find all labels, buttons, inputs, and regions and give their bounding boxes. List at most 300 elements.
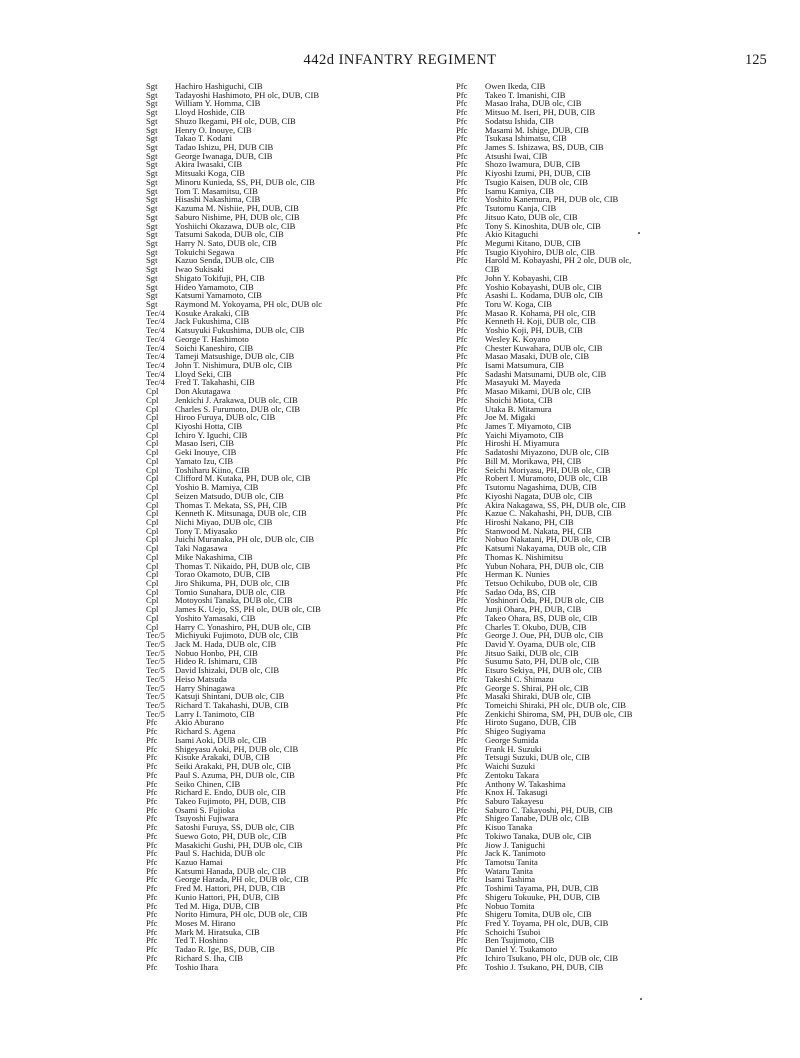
soldier-name-awards: George Sumida bbox=[485, 734, 539, 745]
soldier-name-awards: Jack Fukushima, CIB bbox=[175, 316, 250, 327]
rank-label: Pfc bbox=[456, 795, 468, 806]
soldier-name-awards: Hachiro Hashiguchi, CIB bbox=[175, 81, 263, 91]
soldier-name-awards: Yamato Izu, CIB bbox=[175, 455, 234, 466]
soldier-name-awards: John Y. Kobayashi, CIB bbox=[485, 272, 568, 283]
soldier-name-awards: Tony T. Miyasako bbox=[175, 525, 238, 536]
soldier-name-awards: Nichi Miyao, DUB olc, CIB bbox=[175, 516, 273, 527]
rank-label: Pfc bbox=[456, 368, 468, 379]
rank-label: Pfc bbox=[456, 499, 468, 510]
soldier-name-awards: Knox H. Takasugi bbox=[485, 787, 548, 798]
rank-label: Pfc bbox=[456, 473, 468, 484]
rank-label: Pfc bbox=[146, 717, 158, 728]
rank-label: Pfc bbox=[456, 621, 468, 632]
soldier-name-awards: Fred Y. Toyama, PH olc, DUB, CIB bbox=[485, 918, 609, 928]
rank-label: Cpl bbox=[146, 569, 159, 580]
rank-label: Cpl bbox=[146, 438, 159, 449]
rank-label: Pfc bbox=[456, 935, 468, 946]
rank-label: Pfc bbox=[456, 839, 468, 850]
rank-label: Pfc bbox=[456, 272, 468, 283]
rank-label: Pfc bbox=[456, 377, 468, 388]
rank-label: Pfc bbox=[146, 830, 158, 841]
rank-label: Pfc bbox=[456, 229, 468, 240]
rank-label: Pfc bbox=[456, 918, 468, 928]
rank-label: Sgt bbox=[146, 298, 158, 309]
soldier-name-awards: Tokiwo Tanaka, DUB olc, CIB bbox=[485, 830, 592, 841]
soldier-name-awards: Juichi Muranaka, PH olc, DUB olc, CIB bbox=[175, 534, 315, 545]
soldier-name-awards: Michiyuki Fujimoto, DUB olc, CIB bbox=[175, 630, 299, 641]
rank-label: Pfc bbox=[456, 630, 468, 641]
soldier-name-awards: Seichi Moriyasu, PH, DUB olc, CIB bbox=[485, 464, 611, 475]
rank-label: Cpl bbox=[146, 447, 159, 458]
soldier-name-awards: Sadatoshi Miyazono, DUB olc, CIB bbox=[485, 447, 610, 458]
soldier-name-awards: Shigeru Tomita, DUB olc, CIB bbox=[485, 909, 592, 920]
rank-label: Pfc bbox=[456, 394, 468, 405]
soldier-name-awards: Fred T. Takahashi, CIB bbox=[175, 377, 255, 388]
soldier-name-awards: Mitsuo M. Iseri, PH, DUB, CIB bbox=[485, 107, 596, 118]
rank-label: Pfc bbox=[456, 700, 468, 711]
soldier-name-awards: William Y. Homma, CIB bbox=[175, 98, 261, 109]
soldier-name-awards: Hiroshi Nakano, PH, CIB bbox=[485, 516, 574, 527]
soldier-name-awards: Toshio Ihara bbox=[175, 961, 219, 972]
soldier-name-awards: Mike Nakashima, CIB bbox=[175, 551, 253, 562]
soldier-name-awards: Torao Okamoto, DUB, CIB bbox=[175, 569, 271, 580]
soldier-name-awards: Zenkichi Shiroma, SM, PH, DUB olc, CIB bbox=[485, 708, 633, 719]
soldier-name-awards: Asashi L. Kodama, DUB olc, CIB bbox=[485, 290, 603, 301]
rank-label: Pfc bbox=[456, 124, 468, 135]
soldier-name-awards: Yoshito Yamasaki, CIB bbox=[175, 612, 256, 623]
rank-label: Pfc bbox=[456, 639, 468, 649]
soldier-name-awards: Yoshio Koji, PH, DUB, CIB bbox=[485, 325, 583, 336]
soldier-name-awards: Lloyd Seki, CIB bbox=[175, 368, 232, 379]
rank-label: Pfc bbox=[456, 176, 468, 187]
soldier-name-awards: Tsukasa Ishimatsu, CIB bbox=[485, 133, 567, 144]
soldier-name-awards: Saburo C. Takayoshi, PH, DUB, CIB bbox=[485, 804, 613, 815]
soldier-name-awards: Takeo Ohara, BS, DUB olc, CIB bbox=[485, 612, 598, 623]
rank-label: Pfc bbox=[456, 98, 468, 109]
soldier-name-awards: Yoshito Kanemura, PH, DUB olc, CIB bbox=[485, 194, 619, 205]
soldier-name-awards: Katsumi Nakayama, DUB olc, CIB bbox=[485, 543, 607, 554]
soldier-name-awards: Frank H. Suzuki bbox=[485, 743, 542, 754]
soldier-name-awards: Shigeyasu Aoki, PH, DUB olc, CIB bbox=[175, 743, 299, 754]
rank-label: Pfc bbox=[456, 560, 468, 571]
rank-label: Pfc bbox=[456, 246, 468, 257]
soldier-name-awards: Jitsuo Kato, DUB olc, CIB bbox=[485, 211, 578, 222]
rank-label: Pfc bbox=[146, 865, 158, 876]
soldier-name-awards: Thomas K. Nishimitsu bbox=[485, 551, 564, 562]
soldier-name-awards: Taki Nagasawa bbox=[175, 543, 228, 554]
rank-label: Sgt bbox=[146, 115, 158, 126]
rank-label: Sgt bbox=[146, 107, 158, 118]
rank-label: Cpl bbox=[146, 621, 159, 632]
soldier-name-awards: Richard S. Agena bbox=[175, 726, 236, 737]
soldier-name-awards: Heiso Matsuda bbox=[175, 673, 227, 684]
rank-label: Tec/4 bbox=[146, 316, 165, 327]
rank-label: Pfc bbox=[146, 961, 158, 972]
soldier-name-awards: Suewo Goto, PH, DUB olc, CIB bbox=[175, 830, 287, 841]
page-number: 125 bbox=[745, 52, 767, 68]
rank-label: Cpl bbox=[146, 464, 159, 475]
rank-label: Pfc bbox=[456, 665, 468, 676]
soldier-name-awards: Tetsuo Ochikubo, DUB olc, CIB bbox=[485, 577, 598, 588]
soldier-name-awards: Lloyd Hoshide, CIB bbox=[175, 107, 245, 118]
soldier-name-awards: Masao Iseri, CIB bbox=[175, 438, 234, 449]
soldier-name-awards: Shoichi Miota, CIB bbox=[485, 394, 553, 405]
soldier-name-awards: Tatsumi Sakoda, DUB olc, CIB bbox=[175, 229, 284, 240]
rank-label: Tec/5 bbox=[146, 682, 165, 693]
soldier-name-awards: Shigeo Tanabe, DUB olc, CIB bbox=[485, 813, 590, 824]
soldier-name-awards: Takeo T. Imanishi, CIB bbox=[485, 89, 566, 100]
rank-label: Pfc bbox=[146, 752, 158, 763]
rank-label: Tec/4 bbox=[146, 351, 165, 362]
soldier-name-awards: Ted T. Hoshino bbox=[175, 935, 228, 946]
rank-label: Pfc bbox=[456, 543, 468, 554]
rank-label: Sgt bbox=[146, 133, 158, 144]
rank-label: Sgt bbox=[146, 194, 158, 205]
soldier-name-awards: Saburo Nishime, PH, DUB olc, CIB bbox=[175, 211, 300, 222]
rank-label: Pfc bbox=[456, 298, 468, 309]
soldier-name-awards: Waichi Suzuki bbox=[485, 761, 536, 772]
rank-label: Pfc bbox=[146, 795, 158, 806]
soldier-name-awards: Stanwood M. Nakata, PH, CIB bbox=[485, 525, 592, 536]
soldier-name-awards: Kiyoshi Hotta, CIB bbox=[175, 421, 243, 432]
rank-label: Cpl bbox=[146, 595, 159, 606]
rank-label: Pfc bbox=[456, 865, 468, 876]
rank-label: Pfc bbox=[456, 159, 468, 170]
soldier-name-awards: Fred M. Hattori, PH, DUB, CIB bbox=[175, 883, 286, 894]
soldier-name-awards: Tony S. Kinoshita, DUB olc, CIB bbox=[485, 220, 601, 231]
rank-label: Sgt bbox=[146, 176, 158, 187]
rank-label: Pfc bbox=[456, 891, 468, 902]
rank-label: Pfc bbox=[456, 508, 468, 519]
rank-label: Pfc bbox=[146, 804, 158, 815]
soldier-name-awards: Katsuji Shintani, DUB olc, CIB bbox=[175, 691, 285, 702]
rank-label: Pfc bbox=[456, 464, 468, 475]
rank-label: Cpl bbox=[146, 403, 159, 414]
rank-label: Pfc bbox=[456, 220, 468, 231]
rank-label: Tec/4 bbox=[146, 360, 165, 370]
soldier-name-awards: Herman K. Nunies bbox=[485, 569, 550, 580]
rank-label: Cpl bbox=[146, 551, 159, 562]
roster-column-left bbox=[146, 82, 446, 971]
soldier-name-awards: Richard E. Endo, DUB olc, CIB bbox=[175, 787, 286, 798]
soldier-name-awards: Hideo R. Ishimaru, CIB bbox=[175, 656, 258, 667]
rank-label: Cpl bbox=[146, 394, 159, 405]
rank-label: Pfc bbox=[146, 918, 158, 928]
soldier-name-awards: Daniel Y. Tsukamoto bbox=[485, 944, 558, 955]
rank-label: Cpl bbox=[146, 543, 159, 554]
soldier-name-awards: Joe M. Migaki bbox=[485, 412, 536, 423]
soldier-name-awards: Jitsuo Saiki, DUB olc, CIB bbox=[485, 647, 579, 658]
soldier-name-awards: Charles S. Furumoto, DUB olc, CIB bbox=[175, 403, 301, 414]
soldier-name-awards: Shigeo Sugiyama bbox=[485, 726, 546, 737]
soldier-name-awards: Susumu Sato, PH, DUB olc, CIB bbox=[485, 656, 600, 667]
soldier-name-awards: Wataru Tanita bbox=[485, 865, 533, 876]
rank-label: Pfc bbox=[456, 168, 468, 179]
rank-label: Tec/4 bbox=[146, 377, 165, 388]
rank-label: Pfc bbox=[456, 909, 468, 920]
rank-label: Pfc bbox=[456, 856, 468, 867]
rank-label: Sgt bbox=[146, 290, 158, 301]
soldier-name-awards: Paul S. Hachida, DUB olc bbox=[175, 848, 266, 859]
rank-label: Sgt bbox=[146, 98, 158, 109]
rank-label: Pfc bbox=[456, 752, 468, 763]
rank-label: Pfc bbox=[456, 612, 468, 623]
rank-label: Tec/5 bbox=[146, 708, 165, 719]
soldier-name-awards: Hiroto Sugano, DUB, CIB bbox=[485, 717, 577, 728]
soldier-name-awards: Kisuke Arakaki, DUB, CIB bbox=[175, 752, 270, 763]
rank-label: Pfc bbox=[456, 717, 468, 728]
soldier-name-awards: Akio Kitaguchi bbox=[485, 229, 539, 240]
soldier-name-awards: George T. Hashimoto bbox=[175, 333, 249, 344]
soldier-name-awards: Tetsugi Suzuki, DUB olc, CIB bbox=[485, 752, 590, 763]
rank-label: Pfc bbox=[146, 743, 158, 754]
soldier-name-awards: Masami M. Ishige, DUB, CIB bbox=[485, 124, 589, 135]
soldier-name-awards: James K. Uejo, SS, PH olc, DUB olc, CIB bbox=[175, 604, 321, 615]
scan-speck bbox=[638, 232, 640, 234]
rank-label: Pfc bbox=[146, 787, 158, 798]
rank-label: Pfc bbox=[456, 874, 468, 885]
rank-label: Pfc bbox=[456, 342, 468, 353]
rank-label: Pfc bbox=[456, 804, 468, 815]
rank-label: Tec/4 bbox=[146, 325, 165, 336]
rank-label: Pfc bbox=[146, 822, 158, 833]
soldier-name-awards: Tsutomu Kanja, CIB bbox=[485, 203, 557, 214]
rank-label: Sgt bbox=[146, 89, 158, 100]
rank-label: Tec/5 bbox=[146, 630, 165, 641]
soldier-name-awards: Thomas T. Nikaido, PH, DUB olc, CIB bbox=[175, 560, 311, 571]
rank-label: Pfc bbox=[456, 569, 468, 580]
rank-label: Cpl bbox=[146, 508, 159, 519]
soldier-name-awards: Isami Tashima bbox=[485, 874, 536, 885]
scan-speck bbox=[640, 998, 642, 1000]
rank-label: Pfc bbox=[456, 438, 468, 449]
rank-label: Pfc bbox=[456, 185, 468, 196]
soldier-name-awards: Geki Inouye, CIB bbox=[175, 447, 237, 458]
soldier-name-awards: Masao R. Kohama, PH olc, CIB bbox=[485, 307, 596, 318]
rank-label: Pfc bbox=[456, 429, 468, 440]
soldier-name-awards: Kazuo Senda, DUB olc, CIB bbox=[175, 255, 275, 266]
soldier-name-awards: Saburo Takayesu bbox=[485, 795, 544, 806]
rank-label: Pfc bbox=[456, 211, 468, 222]
rank-label: Sgt bbox=[146, 211, 158, 222]
soldier-name-awards: Kunio Hattori, PH, DUB, CIB bbox=[175, 891, 280, 902]
rank-label: Pfc bbox=[456, 883, 468, 894]
soldier-name-awards: Hiroshi H. Miyamura bbox=[485, 438, 560, 449]
soldier-name-awards: George Harada, PH olc, DUB olc, CIB bbox=[175, 874, 309, 885]
soldier-name-awards: Kazuma M. Nishiie, PH, DUB, CIB bbox=[175, 203, 299, 214]
rank-label: Pfc bbox=[146, 952, 158, 963]
roster-column-right bbox=[456, 82, 756, 971]
rank-label: Pfc bbox=[146, 778, 158, 789]
rank-label: Cpl bbox=[146, 412, 159, 423]
soldier-name-awards: Utaka B. Mitamura bbox=[485, 403, 552, 414]
soldier-name-awards: Nobuo Nakatani, PH, DUB olc, CIB bbox=[485, 534, 611, 545]
rank-label: Pfc bbox=[456, 822, 468, 833]
soldier-name-awards: Seiko Chinen, CIB bbox=[175, 778, 241, 789]
rank-label: Tec/5 bbox=[146, 639, 165, 649]
soldier-name-awards: Zentoku Takara bbox=[485, 769, 539, 780]
soldier-name-awards: Ben Tsujimoto, CIB bbox=[485, 935, 555, 946]
soldier-name-awards: Tamotsu Tanita bbox=[485, 856, 538, 867]
rank-label: Pfc bbox=[456, 778, 468, 789]
rank-label: Pfc bbox=[456, 900, 468, 911]
soldier-name-awards: Kiyoshi Nagata, DUB olc, CIB bbox=[485, 490, 593, 501]
soldier-name-awards: Yoshio Kobayashi, DUB olc, CIB bbox=[485, 281, 602, 292]
rank-label: Pfc bbox=[456, 490, 468, 501]
rank-label: Pfc bbox=[456, 403, 468, 414]
roster-entry bbox=[456, 256, 756, 265]
rank-label: Pfc bbox=[456, 813, 468, 824]
soldier-name-awards: Ichiro Y. Iguchi, CIB bbox=[175, 429, 248, 440]
rank-label: Cpl bbox=[146, 612, 159, 623]
soldier-name-awards: Jack M. Hada, DUB olc, CIB bbox=[175, 639, 277, 649]
rank-label: Cpl bbox=[146, 499, 159, 510]
rank-label: Pfc bbox=[456, 673, 468, 684]
soldier-name-awards: Sadashi Matsunami, DUB olc, CIB bbox=[485, 368, 607, 379]
rank-label: Pfc bbox=[456, 142, 468, 153]
rank-label: Tec/5 bbox=[146, 700, 165, 711]
soldier-name-awards: Jiow J. Taniguchi bbox=[485, 839, 546, 850]
rank-label: Cpl bbox=[146, 429, 159, 440]
rank-label: Sgt bbox=[146, 124, 158, 135]
rank-label: Pfc bbox=[146, 883, 158, 894]
rank-label: Sgt bbox=[146, 185, 158, 196]
rank-label: Pfc bbox=[456, 237, 468, 248]
soldier-name-awards: Paul S. Azuma, PH, DUB olc, CIB bbox=[175, 769, 295, 780]
soldier-name-awards: Takao T. Kodani bbox=[175, 133, 233, 144]
rank-label: Tec/5 bbox=[146, 673, 165, 684]
soldier-name-awards: Kazuo Hamai bbox=[175, 856, 223, 867]
soldier-name-awards: Shozo Iwamura, DUB, CIB bbox=[485, 159, 581, 170]
rank-label: Pfc bbox=[456, 89, 468, 100]
soldier-name-awards: Yoshinori Oda, PH, DUB olc, CIB bbox=[485, 595, 604, 606]
rank-label: Pfc bbox=[456, 961, 468, 972]
rank-label: Cpl bbox=[146, 482, 159, 493]
soldier-name-awards: Seiki Arakaki, PH, DUB olc, CIB bbox=[175, 761, 292, 772]
soldier-name-awards: Shigeru Tokuuke, PH, DUB, CIB bbox=[485, 891, 601, 902]
soldier-name-awards: Toshimi Tayama, PH, DUB, CIB bbox=[485, 883, 599, 894]
rank-label: Cpl bbox=[146, 577, 159, 588]
rank-label: Pfc bbox=[456, 351, 468, 362]
rank-label: Pfc bbox=[456, 307, 468, 318]
soldier-name-awards: Norito Himura, PH olc, DUB olc, CIB bbox=[175, 909, 308, 920]
rank-label: Pfc bbox=[456, 647, 468, 658]
soldier-name-awards: Charles T. Okubo, DUB, CIB bbox=[485, 621, 587, 632]
rank-label: Pfc bbox=[456, 830, 468, 841]
soldier-name-awards: Tsugio Kaisen, DUB olc, CIB bbox=[485, 176, 588, 187]
soldier-name-awards: Henry O. Inouye, CIB bbox=[175, 124, 252, 135]
soldier-name-awards: Shuzo Ikegami, PH olc, DUB, CIB bbox=[175, 115, 296, 126]
rank-label: Pfc bbox=[146, 856, 158, 867]
rank-label: Pfc bbox=[456, 516, 468, 527]
rank-label: Pfc bbox=[146, 848, 158, 859]
rank-label: Pfc bbox=[146, 839, 158, 850]
rank-label: Tec/4 bbox=[146, 333, 165, 344]
soldier-name-awards: Jack K. Tanimoto bbox=[485, 848, 546, 859]
soldier-name-awards: Mitsuaki Koga, CIB bbox=[175, 168, 245, 179]
soldier-name-awards: Don Akutagawa bbox=[175, 386, 231, 397]
soldier-name-awards: Nobuo Honbo, PH, CIB bbox=[175, 647, 258, 658]
soldier-name-awards: Katsumi Hanada, DUB olc, CIB bbox=[175, 865, 287, 876]
soldier-name-awards: Seizen Matsudo, DUB olc, CIB bbox=[175, 490, 284, 501]
soldier-name-awards: Kenneth H. Koji, DUB olc, CIB bbox=[485, 316, 596, 327]
rank-label: Sgt bbox=[146, 220, 158, 231]
soldier-name-awards: CIB bbox=[485, 264, 500, 275]
soldier-name-awards: Tameji Matsushige, DUB olc, CIB bbox=[175, 351, 295, 362]
rank-label: Pfc bbox=[456, 333, 468, 344]
soldier-name-awards: George J. Oue, PH, DUB olc, CIB bbox=[485, 630, 604, 641]
soldier-name-awards: Isami Matsumura, CIB bbox=[485, 360, 565, 370]
soldier-name-awards: Nobuo Tomita bbox=[485, 900, 535, 911]
rank-label: Tec/5 bbox=[146, 691, 165, 702]
rank-label: Sgt bbox=[146, 81, 158, 91]
rank-label: Tec/4 bbox=[146, 368, 165, 379]
soldier-name-awards: Richard T. Takahashi, DUB, CIB bbox=[175, 700, 289, 711]
soldier-name-awards: Iwao Sukisaki bbox=[175, 264, 224, 275]
rank-label: Cpl bbox=[146, 525, 159, 536]
rank-label: Cpl bbox=[146, 386, 159, 397]
rank-label: Pfc bbox=[456, 421, 468, 432]
rank-label: Pfc bbox=[456, 952, 468, 963]
soldier-name-awards: Takeshi C. Shimazu bbox=[485, 673, 554, 684]
rank-label: Pfc bbox=[456, 604, 468, 615]
soldier-name-awards: Minoru Kunieda, SS, PH, DUB olc, CIB bbox=[175, 176, 315, 187]
soldier-name-awards: Ted M. Higa, DUB, CIB bbox=[175, 900, 260, 911]
rank-label: Pfc bbox=[456, 787, 468, 798]
soldier-name-awards: Clifford M. Kutaka, PH, DUB olc, CIB bbox=[175, 473, 311, 484]
soldier-name-awards: Hisashi Nakashima, CIB bbox=[175, 194, 261, 205]
soldier-name-awards: Yoshio B. Mamiya, CIB bbox=[175, 482, 259, 493]
rank-label: Cpl bbox=[146, 421, 159, 432]
rank-label: Pfc bbox=[456, 848, 468, 859]
soldier-name-awards: Shigato Tokifuji, PH, CIB bbox=[175, 272, 265, 283]
rank-label: Sgt bbox=[146, 203, 158, 214]
rank-label: Sgt bbox=[146, 255, 158, 266]
soldier-name-awards: Takeo Fujimoto, PH, DUB, CIB bbox=[175, 795, 286, 806]
soldier-name-awards: George Iwanaga, DUB, CIB bbox=[175, 150, 273, 161]
rank-label: Pfc bbox=[456, 81, 468, 91]
soldier-name-awards: Katsuyuki Fukushima, DUB olc, CIB bbox=[175, 325, 305, 336]
soldier-name-awards: Masaki Shiraki, DUB olc, CIB bbox=[485, 691, 591, 702]
rank-label: Pfc bbox=[456, 761, 468, 772]
soldier-name-awards: Robert I. Muramoto, DUB olc, CIB bbox=[485, 473, 608, 484]
soldier-name-awards: Kosuke Arakaki, CIB bbox=[175, 307, 250, 318]
rank-label: Pfc bbox=[456, 656, 468, 667]
rank-label: Pfc bbox=[146, 726, 158, 737]
soldier-name-awards: Tsuyoshi Fujiwara bbox=[175, 813, 239, 824]
soldier-name-awards: Isamu Kamiya, CIB bbox=[485, 185, 554, 196]
soldier-name-awards: Toru W. Koga, CIB bbox=[485, 298, 552, 309]
soldier-name-awards: Tomeichi Shiraki, PH olc, DUB olc, CIB bbox=[485, 700, 626, 711]
rank-label: Pfc bbox=[146, 891, 158, 902]
soldier-name-awards: David Y. Oyama, DUB olc, CIB bbox=[485, 639, 596, 649]
soldier-name-awards: Tadayoshi Hashimoto, PH olc, DUB, CIB bbox=[175, 89, 320, 100]
soldier-name-awards: Megumi Kitano, DUB, CIB bbox=[485, 237, 581, 248]
soldier-name-awards: Yoshiichi Okazawa, DUB olc, CIB bbox=[175, 220, 296, 231]
soldier-name-awards: Motoyoshi Tanaka, DUB olc, CIB bbox=[175, 595, 293, 606]
rank-label: Sgt bbox=[146, 272, 158, 283]
soldier-name-awards: Hideo Yamamoto, CIB bbox=[175, 281, 254, 292]
soldier-name-awards: Tsutomu Nagashima, DUB, CIB bbox=[485, 482, 597, 493]
rank-label: Pfc bbox=[146, 769, 158, 780]
soldier-name-awards: Isami Aoki, DUB olc, CIB bbox=[175, 734, 267, 745]
rank-label: Pfc bbox=[456, 743, 468, 754]
rank-label: Pfc bbox=[456, 115, 468, 126]
soldier-name-awards: Richard S. Iha, CIB bbox=[175, 952, 244, 963]
rank-label: Sgt bbox=[146, 264, 158, 275]
soldier-name-awards: Mark M. Hiratsuka, CIB bbox=[175, 926, 260, 937]
rank-label: Cpl bbox=[146, 455, 159, 466]
